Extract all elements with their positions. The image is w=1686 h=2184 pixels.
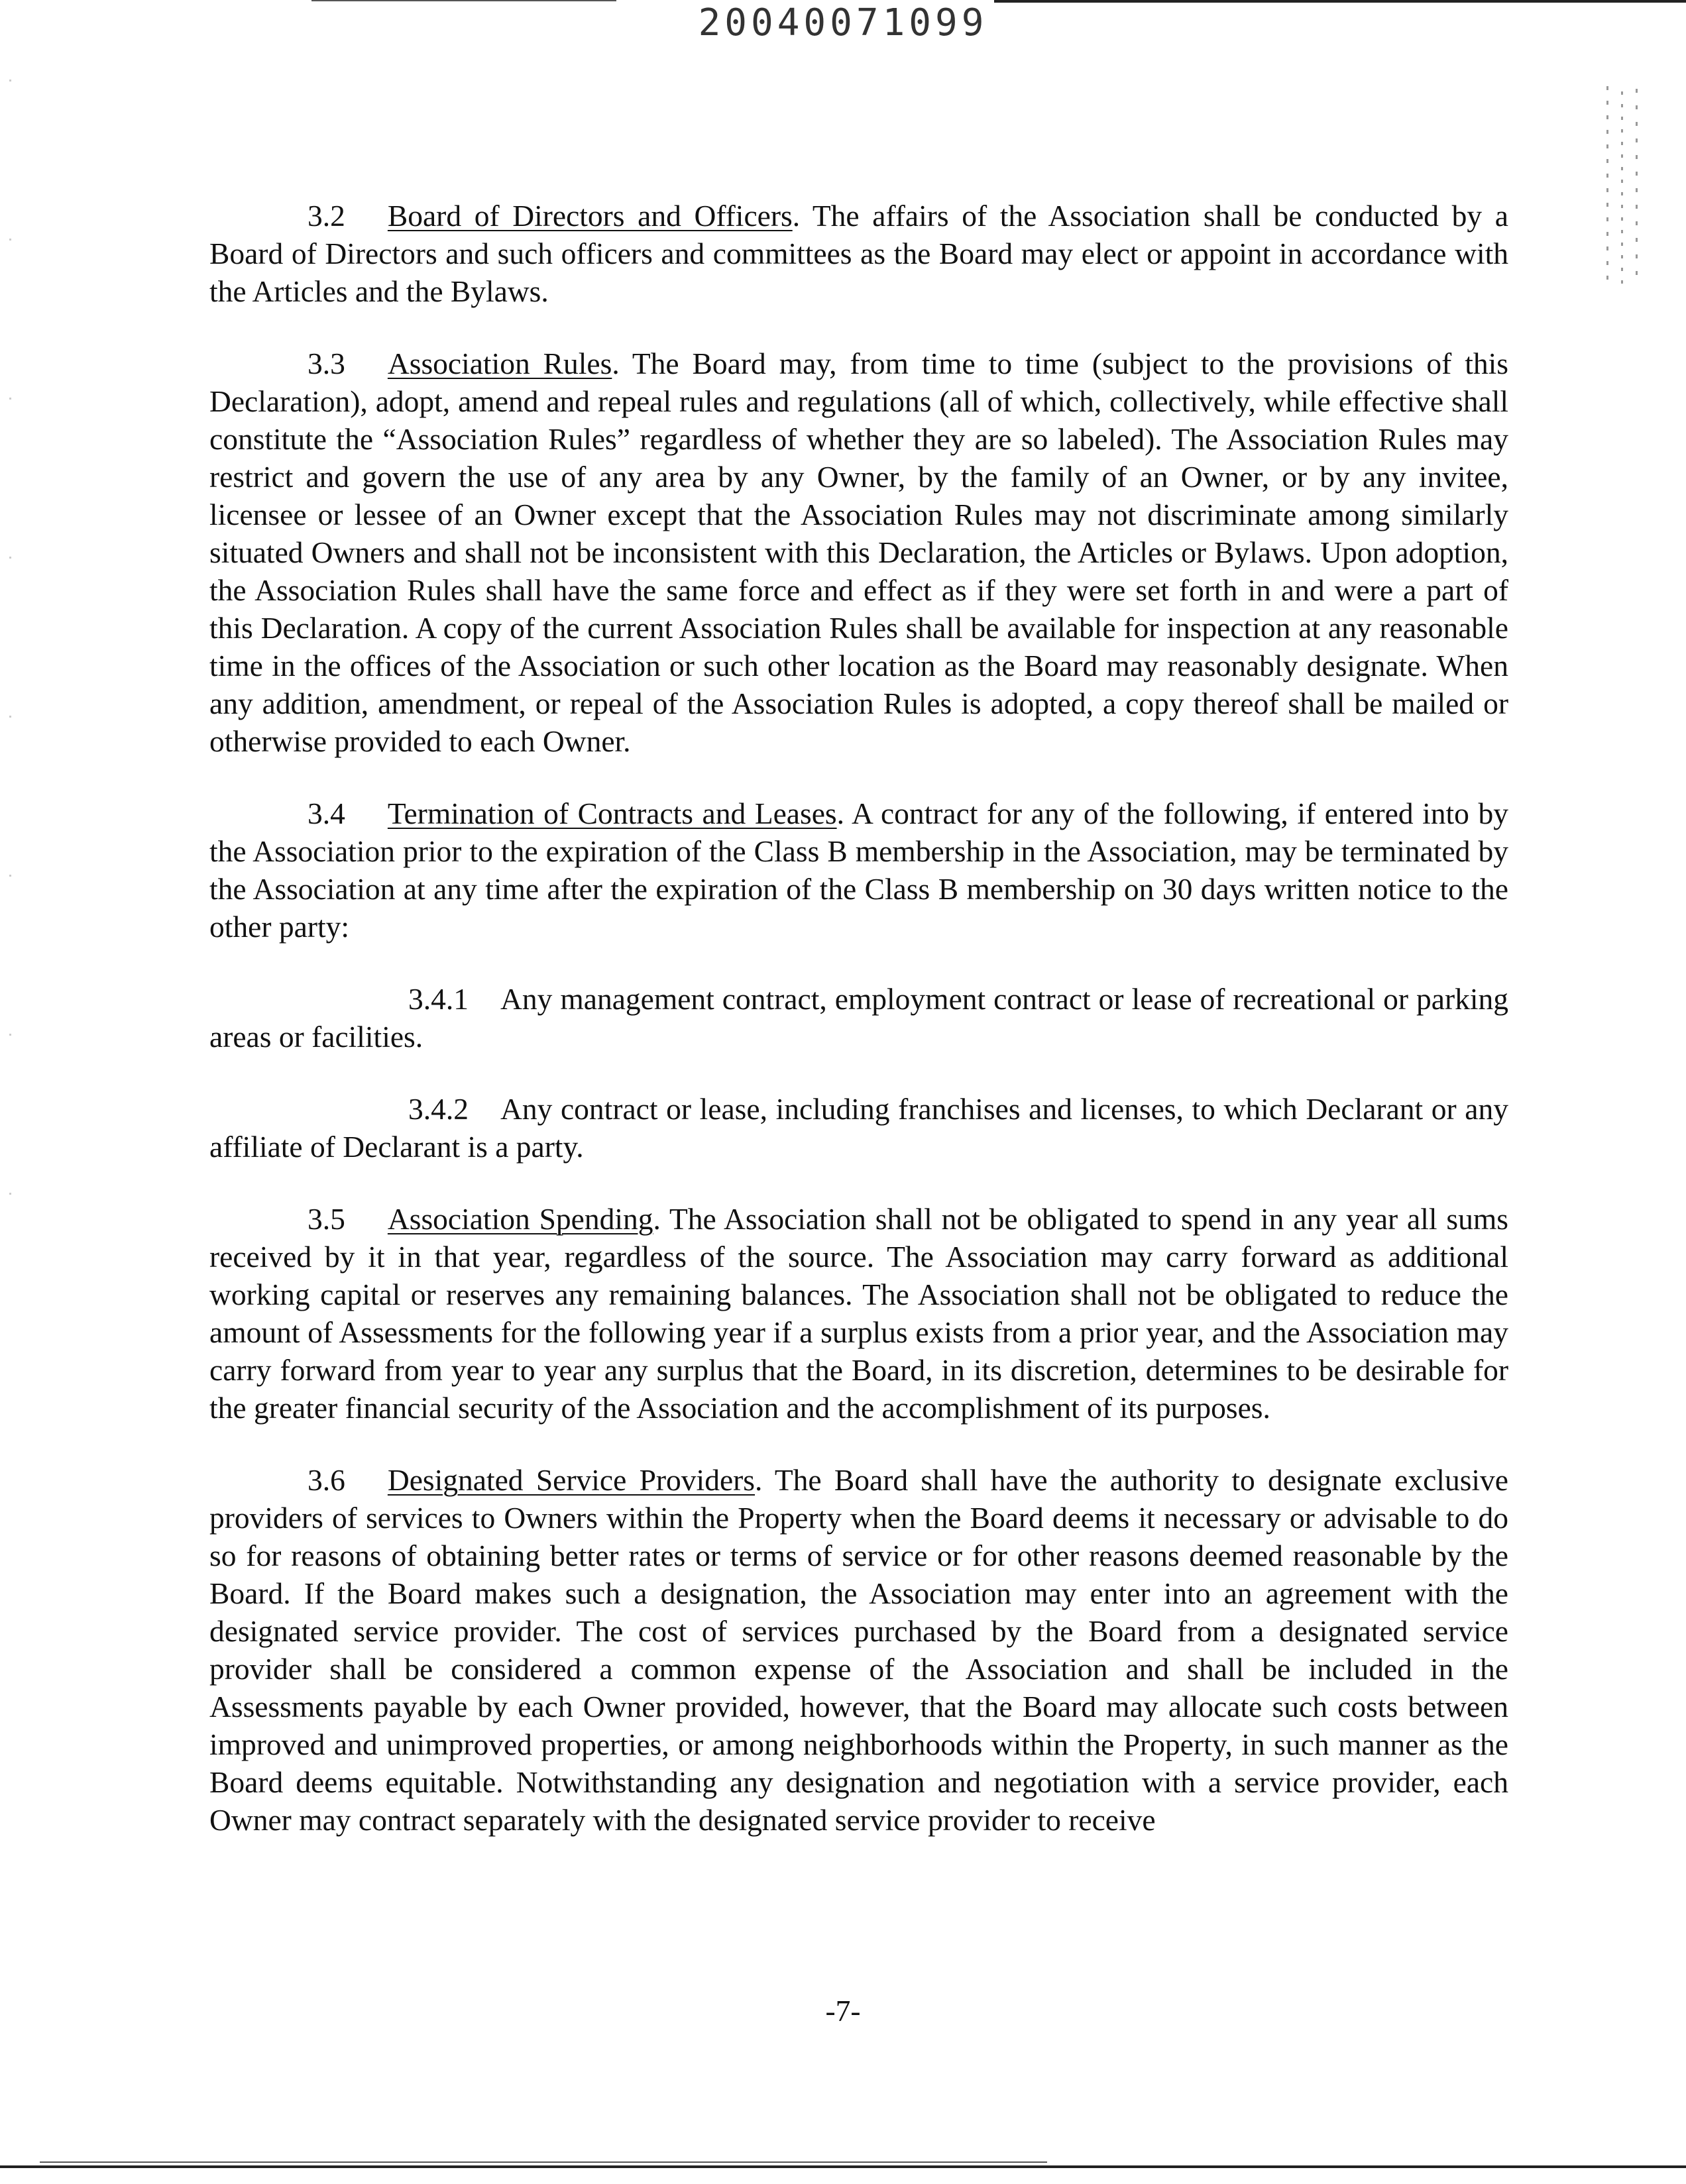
- section-number: 3.3: [308, 347, 345, 380]
- section-number: 3.4.1: [408, 982, 469, 1016]
- section-text: . The Association shall not be obligated to spend in any year all sums received by it in that year, regardless of the source. The Association may carry forward as additional working capital or reserves any remaining balances. The Association shall not be obligated to reduce the amount of Assessments for the following year if a surplus exists from a prior year, and the Association may carry forward from year to year any surplus that the Board, in its discretion, determines to be desirable for the greater financial security of the Association and the accomplishment of its purposes.: [209, 1202, 1508, 1425]
- section-text: Any contract or lease, including franchises and licenses, to which Declarant or any affiliate of Declarant is a party.: [209, 1092, 1508, 1164]
- section-heading: Association Spending: [387, 1202, 653, 1236]
- section-3-4: [209, 794, 1508, 946]
- section-3-4-2: [209, 1090, 1508, 1166]
- section-heading: Termination of Contracts and Leases: [387, 796, 837, 830]
- document-body: [209, 197, 1508, 1873]
- section-3-3: [209, 345, 1508, 760]
- section-3-4-1: [209, 980, 1508, 1056]
- section-text: . The Board shall have the authority to designate exclusive providers of services to Owners within the Property when the Board deems it necessary or advisable to do so for reasons of obtaining better rates or terms of service or for other reasons deemed reasonable by the Board. If the Board makes such a designation, the Association may enter into an agreement with the designated service provider. The cost of services purchased by the Board from a designated service provider shall be considered a common expense of the Association and shall be included in the Assessments payable by each Owner provided, however, that the Board may allocate such costs between improved and unimproved properties, or among neighborhoods within the Property, in such manner as the Board deems equitable. Notwithstanding any designation and negotiation with a service provider, each Owner may contract separately with the designated service provider to receive: [209, 1463, 1508, 1837]
- page-number: -7-: [825, 1994, 861, 2028]
- section-3-6: [209, 1461, 1508, 1839]
- bottom-border-line: [0, 2165, 1686, 2168]
- bottom-border-line: [40, 2161, 1047, 2163]
- section-number: 3.4: [308, 796, 345, 830]
- section-text: . The Board may, from time to time (subject to the provisions of this Declaration), adopt, amend and repeal rules and regulations (all of which, collectively, while effective shall constitute the “Association Rules” regardless of whether they are so labeled). The Association Rules may restrict and govern the use of any area by any Owner, by the family of an Owner, or by any invitee, licensee or lessee of an Owner except that the Association Rules may not discriminate among similarly situated Owners and shall not be inconsistent with this Declaration, the Articles or Bylaws. Upon adoption, the Association Rules shall have the same force and effect as if they were set forth in and were a part of this Declaration. A copy of the current Association Rules shall be available for inspection at any reasonable time in the offices of the Association or such other location as the Board may reasonably designate. When any addition, amendment, or repeal of the Association Rules is adopted, a copy thereof shall be mailed or otherwise provided to each Owner.: [209, 347, 1508, 758]
- section-number: 3.2: [308, 199, 345, 233]
- section-heading: Board of Directors and Officers: [387, 199, 793, 233]
- section-3-5: [209, 1200, 1508, 1427]
- section-number: 3.4.2: [408, 1092, 469, 1126]
- scan-specks: [5, 80, 19, 1338]
- section-number: 3.5: [308, 1202, 345, 1236]
- section-text: Any management contract, employment contract or lease of recreational or parking areas or facilities.: [209, 982, 1508, 1054]
- section-heading: Designated Service Providers: [387, 1463, 756, 1497]
- section-3-2: [209, 197, 1508, 310]
- section-number: 3.6: [308, 1463, 345, 1497]
- section-heading: Association Rules: [387, 347, 612, 380]
- section-text: . The affairs of the Association shall be conducted by a Board of Directors and such officers and committees as the Board may elect or appoint in accordance with the Articles and the Bylaws.: [209, 199, 1508, 308]
- section-text: . A contract for any of the following, if entered into by the Association prior to the expiration of the Class B membership in the Association, may be terminated by the Association at any time after the expiration of the Class B membership on 30 days written notice to the other party:: [209, 796, 1508, 944]
- margin-stamp-marks: [1602, 86, 1648, 285]
- document-number: 20040071099: [698, 1, 988, 44]
